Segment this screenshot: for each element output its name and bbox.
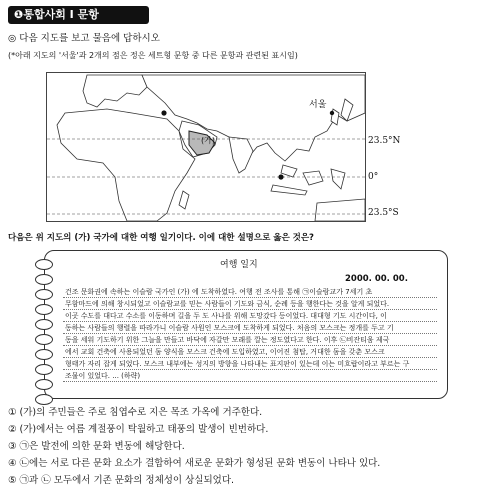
- lat-label-equator: 0°: [368, 172, 379, 182]
- notebook-rings: [35, 259, 57, 409]
- diary-date: 2000. 00. 00.: [345, 274, 408, 284]
- option-3[interactable]: ③ ㉠은 발전에 의한 문화 변동에 해당한다.: [8, 441, 185, 452]
- option-5[interactable]: ⑤ ㉠과 ㉡ 모두에서 기존 문화의 정체성이 상실되었다.: [8, 475, 235, 486]
- option-4[interactable]: ④ ㉡에는 서로 다른 문화 요소가 결합하여 새로운 문화가 형성된 문화 변동이 나타나 있다.: [8, 458, 381, 469]
- diary-line-5: 동을 세워 기도하기 위한 그늘을 만들고 바닥에 자갈만 모래를 깔는 정도였다고 한다. 이후 ㉡비잔티움 제국: [65, 336, 390, 344]
- diary-line-1: 건조 문화권에 속하는 이슬람 국가인 (가) 에 도착하였다. 여행 전 조사를 통해 ㉠이슬람교가 7세기 초: [65, 288, 373, 296]
- marker-dot-1: [161, 110, 166, 115]
- question-note: (*아래 지도의 '서울'과 2개의 점은 정은 세트형 문항 중 다른 문항과 관련된 표시임): [8, 51, 298, 60]
- seoul-dot: [330, 111, 334, 115]
- seoul-label: 서울: [309, 100, 327, 110]
- world-map: [46, 72, 366, 222]
- diary-line-4: 동하는 사람들의 행렬을 따라가니 이슬람 사원인 모스크에 도착하게 되었다. 처음의 모스크는 정개를 두고 기: [65, 324, 394, 332]
- diary-line-7: 형태가 자리 잡게 되었다. 모스크 내부에는 성지의 방향을 나타내는 표지판이 있는데 이는 미흐랍이라고 부르는 구: [65, 360, 410, 368]
- map-drawing: [47, 73, 365, 221]
- question-prompt: ◎ 다음 지도를 보고 물음에 답하시오: [8, 33, 160, 44]
- diary-line-2: 무함마드에 의해 창시되었고 이슬람교를 믿는 사람들이 기도와 금식, 순례 등을 행한다는 것을 알게 되었다.: [65, 300, 390, 308]
- marker-dot-2: [278, 174, 283, 179]
- option-1[interactable]: ① (가)의 주민들은 주로 침엽수로 지은 목조 가옥에 거주한다.: [8, 407, 263, 418]
- diary-title: 여행 일지: [220, 260, 258, 270]
- section-header: ❶통합사회 I 문항: [8, 6, 149, 24]
- diary-line-3: 이곳 수도를 대다고 수소를 이동하며 길을 두 도 사나를 위해 도망갔다 등이었다. 대대형 기도 시간이다, 이: [65, 312, 387, 320]
- lat-label-north: 23.5°N: [368, 136, 401, 146]
- option-2[interactable]: ② (가)에서는 여름 계절풍이 탁월하고 태풍의 발생이 빈번하다.: [8, 424, 269, 435]
- lat-label-south: 23.5°S: [368, 208, 399, 218]
- diary-line-6: 에서 교회 건축에 사용되었던 돔 양식을 모스크 건축에 도입하였고, 이어진 첨탑, 거대한 돔을 갖춘 모스크: [65, 348, 385, 356]
- sub-question: 다음은 위 지도의 (가) 국가에 대한 여행 일기이다. 이에 대한 설명으로 옳은 것은?: [8, 233, 314, 243]
- travel-diary: [44, 250, 448, 399]
- diary-line-8: 조물이 있었다. ... (하략): [65, 372, 141, 380]
- ga-label: (가): [201, 136, 215, 145]
